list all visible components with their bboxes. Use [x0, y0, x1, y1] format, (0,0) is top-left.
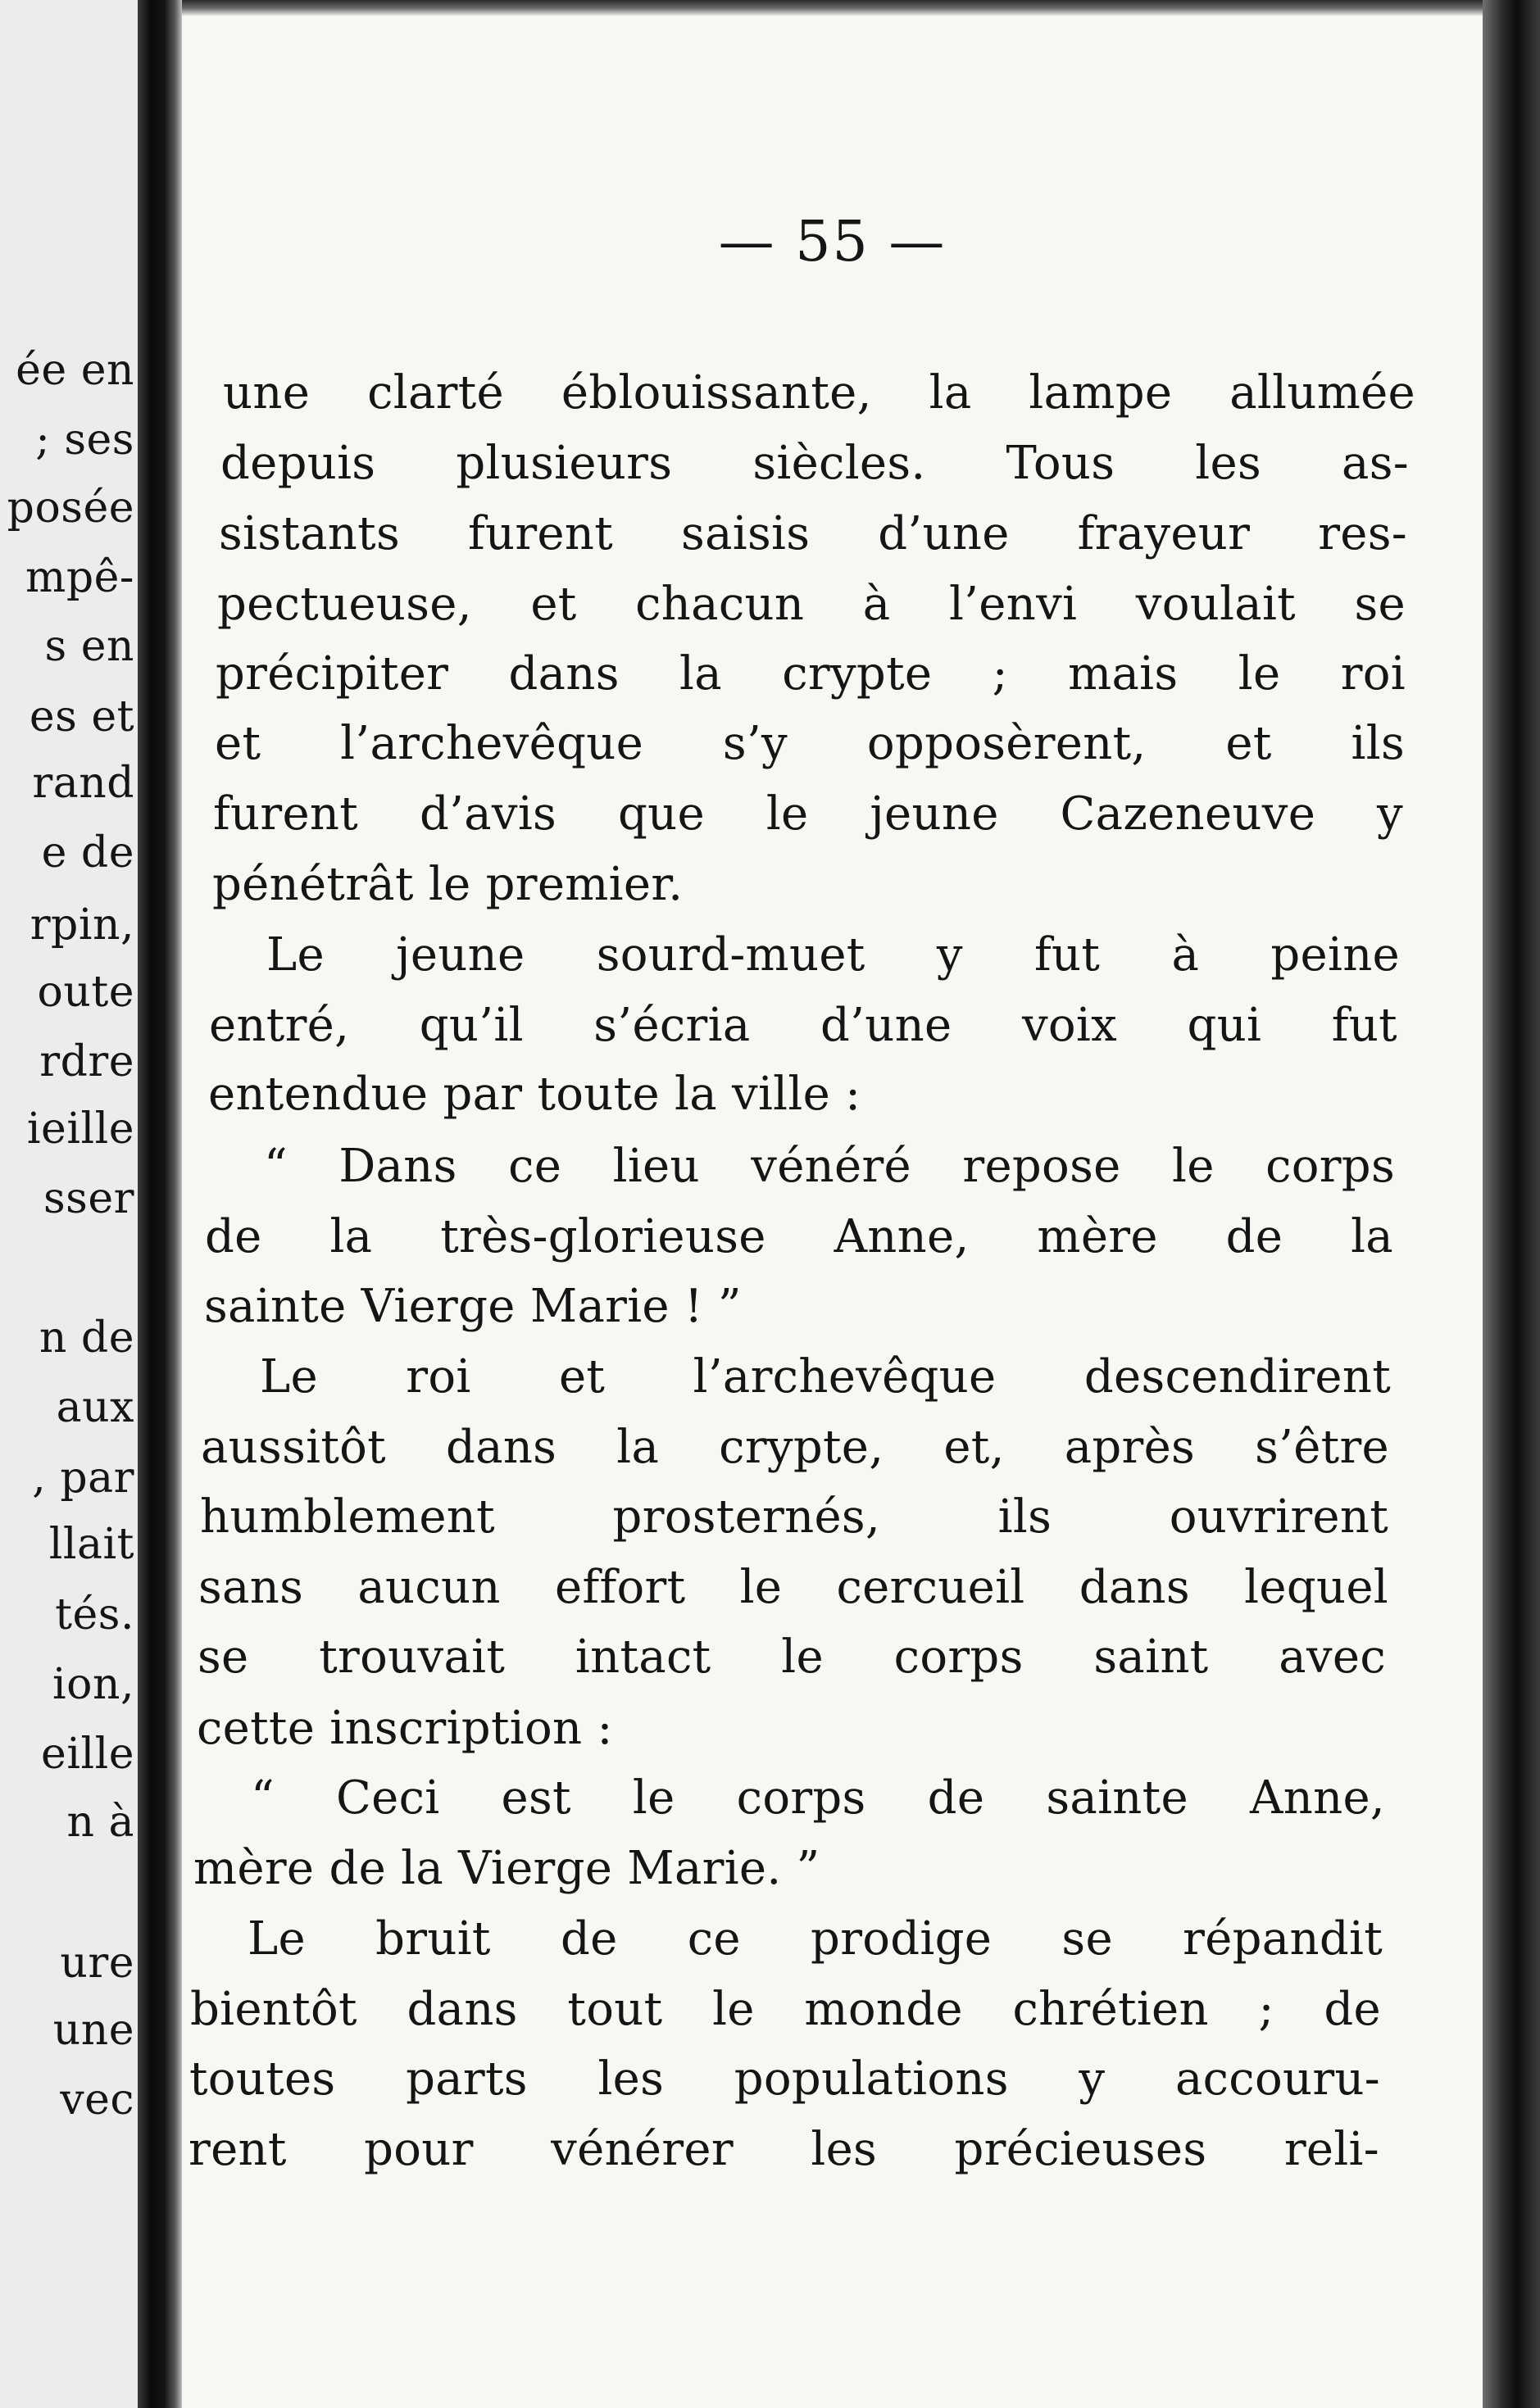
facing-page-line: une — [52, 2006, 134, 2055]
facing-page-line: tés. — [55, 1590, 134, 1639]
book-gutter-shadow — [138, 0, 182, 2408]
text-line: “ Dans ce lieu vénéré repose le corps — [264, 1140, 1395, 1193]
facing-page-line: e de — [41, 828, 134, 877]
text-line: “ Ceci est le corps de sainte Anne, — [251, 1771, 1385, 1825]
page-body-text — [182, 0, 1483, 2408]
facing-page-line: posée — [7, 483, 134, 533]
text-line: pénétrât le premier. — [212, 858, 684, 911]
text-line: une clarté éblouissante, la lampe allumée — [223, 366, 1415, 419]
facing-page-line: , par — [32, 1453, 134, 1503]
text-line: pectueuse, et chacun à l’envi voulait se — [217, 578, 1406, 631]
facing-page-line: ion, — [52, 1660, 134, 1709]
facing-page-line: ure — [60, 1939, 134, 1988]
text-line: toutes parts les populations y accouru- — [189, 2052, 1380, 2106]
text-line: depuis plusieurs siècles. Tous les as- — [220, 437, 1409, 490]
text-line: rent pour vénérer les précieuses reli- — [189, 2123, 1379, 2176]
page-number: — 55 — — [718, 210, 947, 274]
facing-page-line: mpê- — [25, 553, 134, 602]
text-line: mère de la Vierge Marie. ” — [193, 1842, 820, 1895]
facing-page-line: aux — [56, 1383, 134, 1432]
text-line: précipiter dans la crypte ; mais le roi — [216, 647, 1406, 701]
facing-page-line: s en — [44, 622, 134, 671]
text-line: entré, qu’il s’écria d’une voix qui fut — [209, 999, 1397, 1052]
facing-page-line: rdre — [39, 1037, 134, 1086]
text-line: Le roi et l’archevêque descendirent — [260, 1350, 1391, 1404]
facing-page-line: eille — [41, 1730, 134, 1779]
text-line: bientôt dans tout le monde chrétien ; de — [190, 1983, 1381, 2036]
text-line: se trouvait intact le corps saint avec — [198, 1630, 1386, 1684]
facing-page-line: es et — [29, 692, 134, 741]
facing-page-line: rand — [32, 759, 134, 808]
facing-page-line: n de — [39, 1313, 134, 1363]
facing-page-line: ée en — [16, 346, 134, 395]
page-edge-shadow — [1483, 0, 1540, 2408]
facing-page-line: rpin, — [30, 900, 134, 950]
text-line: furent d’avis que le jeune Cazeneuve y — [213, 787, 1403, 841]
text-line: cette inscription : — [197, 1702, 613, 1755]
text-line: Le bruit de ce prodige se répandit — [248, 1912, 1383, 1966]
facing-page-fragment — [0, 0, 138, 2408]
text-line: sans aucun effort le cercueil dans lequel — [198, 1561, 1388, 1614]
text-line: et l’archevêque s’y opposèrent, et ils — [215, 717, 1405, 770]
facing-page-line: ieille — [26, 1104, 134, 1154]
text-line: de la très-glorieuse Anne, mère de la — [205, 1210, 1393, 1263]
facing-page-line: n à — [66, 1798, 134, 1847]
facing-page-line: sser — [43, 1174, 134, 1223]
text-line: entendue par toute la ville : — [208, 1068, 861, 1121]
text-line: Le jeune sourd-muet y fut à peine — [266, 928, 1400, 982]
text-line: sainte Vierge Marie ! ” — [204, 1280, 742, 1333]
text-line: humblement prosternés, ils ouvrirent — [200, 1490, 1388, 1544]
facing-page-line: llait — [48, 1520, 134, 1569]
facing-page-line: vec — [60, 2075, 134, 2125]
facing-page-line: oute — [37, 968, 134, 1017]
text-line: aussitôt dans la crypte, et, après s’être — [201, 1421, 1389, 1474]
text-line: sistants furent saisis d’une frayeur res- — [219, 507, 1407, 560]
book-page — [182, 0, 1483, 2408]
facing-page-line: ; ses — [35, 415, 134, 465]
